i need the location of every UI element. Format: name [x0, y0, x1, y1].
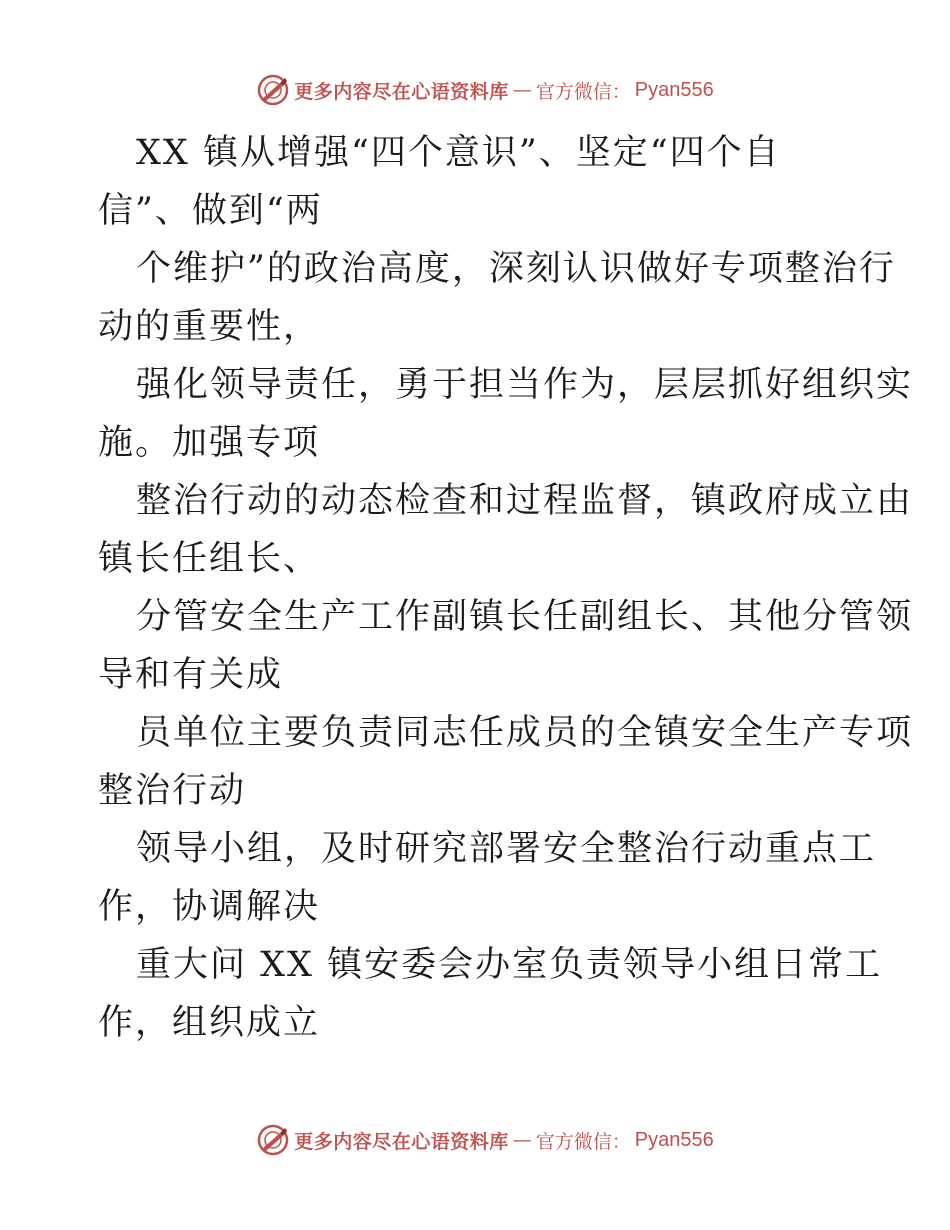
- header-banner: [0, 70, 950, 110]
- logo-icon: [256, 73, 290, 107]
- paragraph-line: 施。加强专项: [98, 423, 321, 463]
- banner-separator: —: [512, 1129, 532, 1151]
- banner-contact-label: 官方微信：: [535, 1130, 631, 1153]
- paragraph-line: 强化领导责任，勇于担当作为，层层抓好组织实: [136, 365, 914, 405]
- banner-title: 更多内容尽在心语资料库: [294, 80, 509, 103]
- paragraph-line: 整治行动: [98, 771, 247, 811]
- paragraph-line: 领导小组，及时研究部署安全整治行动重点工: [136, 829, 877, 869]
- banner-separator: —: [512, 79, 532, 101]
- document-body: [98, 124, 914, 1052]
- banner-contact-label: 官方微信：: [535, 80, 631, 103]
- footer-banner-content: [256, 1123, 714, 1157]
- banner-contact-id: Pyan556: [634, 1128, 714, 1151]
- paragraph-line: 导和有关成: [98, 655, 284, 695]
- paragraph-line: 动的重要性，: [98, 307, 321, 347]
- paragraph-line: 个维护”的政治高度，深刻认识做好专项整治行: [136, 249, 896, 289]
- paragraph-line: 分管安全生产工作副镇长任副组长、其他分管领: [136, 597, 914, 637]
- footer-banner: [0, 1120, 950, 1160]
- logo-icon: [256, 1123, 290, 1157]
- header-banner-content: [256, 73, 714, 107]
- paragraph-line: 作，组织成立: [98, 1003, 321, 1043]
- banner-contact-id: Pyan556: [634, 78, 714, 101]
- paragraph-line: 重大问 XX 镇安委会办室负责领导小组日常工: [136, 945, 883, 985]
- paragraph-line: 整治行动的动态检查和过程监督，镇政府成立由: [136, 481, 914, 521]
- paragraph-line: XX 镇从增强“四个意识”、坚定“四个自: [136, 133, 781, 173]
- paragraph-line: 信”、做到“两: [98, 191, 323, 231]
- paragraph-line: 员单位主要负责同志任成员的全镇安全生产专项: [136, 713, 914, 753]
- paragraph-line: 作，协调解决: [98, 887, 321, 927]
- banner-title: 更多内容尽在心语资料库: [294, 1130, 509, 1153]
- paragraph-line: 镇长任组长、: [98, 539, 321, 579]
